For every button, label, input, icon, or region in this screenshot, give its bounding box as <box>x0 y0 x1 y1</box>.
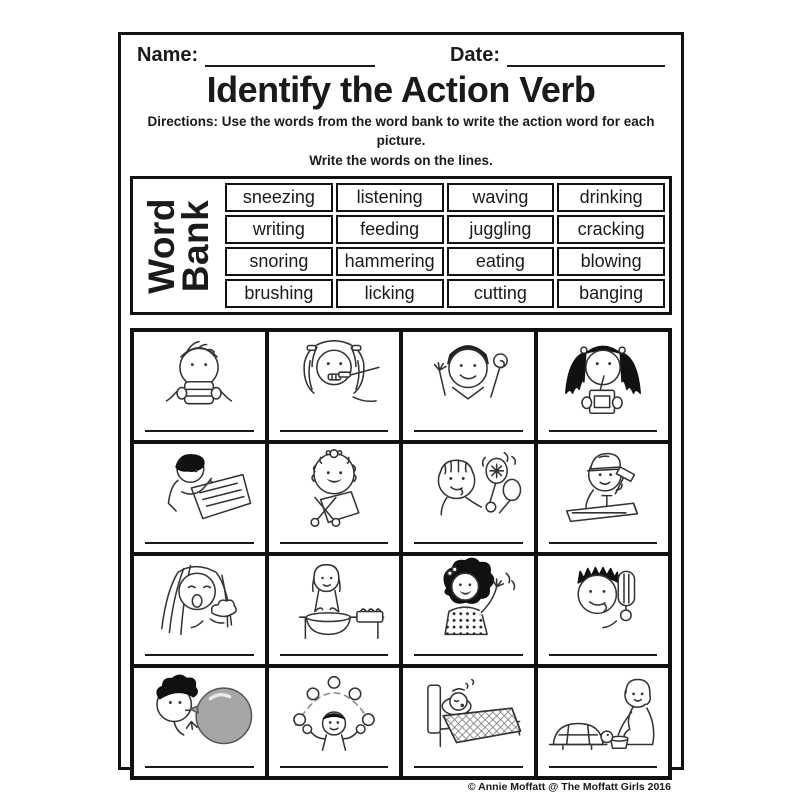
word-bank-grid <box>225 183 665 308</box>
word-bank-word: licking <box>336 279 444 308</box>
answer-line[interactable] <box>549 430 658 432</box>
picture-cell-banging <box>401 442 536 554</box>
boy-eating-sandwich-picture <box>136 333 262 419</box>
picture-cell-feeding <box>536 666 671 778</box>
word-bank-word: cutting <box>447 279 555 308</box>
word-bank-word: drinking <box>557 183 665 212</box>
answer-line[interactable] <box>145 766 254 768</box>
word-bank-word: blowing <box>557 247 665 276</box>
picture-cell-eating <box>132 330 267 442</box>
date-label: Date: <box>449 44 500 66</box>
boy-listening-headphones-picture <box>405 333 531 419</box>
page-title: Identify the Action Verb <box>206 69 596 110</box>
word-bank-word: cracking <box>557 215 665 244</box>
picture-cell-cracking <box>267 554 402 666</box>
boy-juggling-balls-picture <box>271 669 397 755</box>
word-bank <box>130 176 672 315</box>
word-bank-word: listening <box>336 183 444 212</box>
answer-line[interactable] <box>414 654 523 656</box>
word-bank-word: hammering <box>336 247 444 276</box>
picture-grid <box>130 328 672 780</box>
word-bank-word: banging <box>557 279 665 308</box>
answer-line[interactable] <box>549 766 658 768</box>
picture-cell-sneezing <box>132 554 267 666</box>
child-snoring-in-bed-picture <box>405 669 531 755</box>
boy-hammering-nail-picture <box>540 445 666 531</box>
picture-cell-waving <box>401 554 536 666</box>
answer-line[interactable] <box>145 542 254 544</box>
answer-line[interactable] <box>145 430 254 432</box>
word-bank-label <box>137 183 221 308</box>
picture-cell-brushing <box>267 330 402 442</box>
picture-cell-writing <box>132 442 267 554</box>
answer-line[interactable] <box>414 766 523 768</box>
girl-waving-picture <box>405 557 531 643</box>
picture-cell-licking <box>536 554 671 666</box>
directions-line-2: Write the words on the lines. <box>309 152 493 168</box>
word-bank-word: snoring <box>225 247 333 276</box>
girl-feeding-turtle-picture <box>540 669 666 755</box>
girl-cutting-paper-picture <box>271 445 397 531</box>
child-banging-maracas-picture <box>405 445 531 531</box>
word-bank-label-text: Word Bank <box>140 198 216 294</box>
answer-line[interactable] <box>280 542 389 544</box>
name-write-line[interactable] <box>205 43 375 67</box>
answer-line[interactable] <box>145 654 254 656</box>
directions-line-1: Directions: Use the words from the word bank to write the action word for each picture. <box>147 113 655 149</box>
boy-blowing-balloon-picture <box>136 669 262 755</box>
word-bank-word: brushing <box>225 279 333 308</box>
girl-brushing-teeth-picture <box>271 333 397 419</box>
picture-cell-hammering <box>536 442 671 554</box>
word-bank-word: waving <box>447 183 555 212</box>
date-write-line[interactable] <box>507 43 665 67</box>
answer-line[interactable] <box>549 654 658 656</box>
answer-line[interactable] <box>414 542 523 544</box>
word-bank-word: eating <box>447 247 555 276</box>
name-date-row <box>137 43 665 67</box>
copyright-credit: © Annie Moffatt @ The Moffatt Girls 2016 <box>467 781 671 794</box>
answer-line[interactable] <box>280 430 389 432</box>
picture-cell-juggling <box>267 666 402 778</box>
girl-sneezing-tissue-picture <box>136 557 262 643</box>
picture-cell-cutting <box>267 442 402 554</box>
boy-writing-on-paper-picture <box>136 445 262 531</box>
girl-cracking-egg-bowl-picture <box>271 557 397 643</box>
answer-line[interactable] <box>549 542 658 544</box>
word-bank-word: sneezing <box>225 183 333 212</box>
answer-line[interactable] <box>280 654 389 656</box>
answer-line[interactable] <box>280 766 389 768</box>
girl-drinking-juice-box-picture <box>540 333 666 419</box>
picture-cell-listening <box>401 330 536 442</box>
boy-licking-popsicle-picture <box>540 557 666 643</box>
picture-cell-blowing <box>132 666 267 778</box>
name-label: Name: <box>137 44 199 66</box>
worksheet-page <box>118 32 684 794</box>
word-bank-word: feeding <box>336 215 444 244</box>
picture-cell-snoring <box>401 666 536 778</box>
directions <box>129 112 673 171</box>
word-bank-word: juggling <box>447 215 555 244</box>
answer-line[interactable] <box>414 430 523 432</box>
picture-cell-drinking <box>536 330 671 442</box>
word-bank-word: writing <box>225 215 333 244</box>
